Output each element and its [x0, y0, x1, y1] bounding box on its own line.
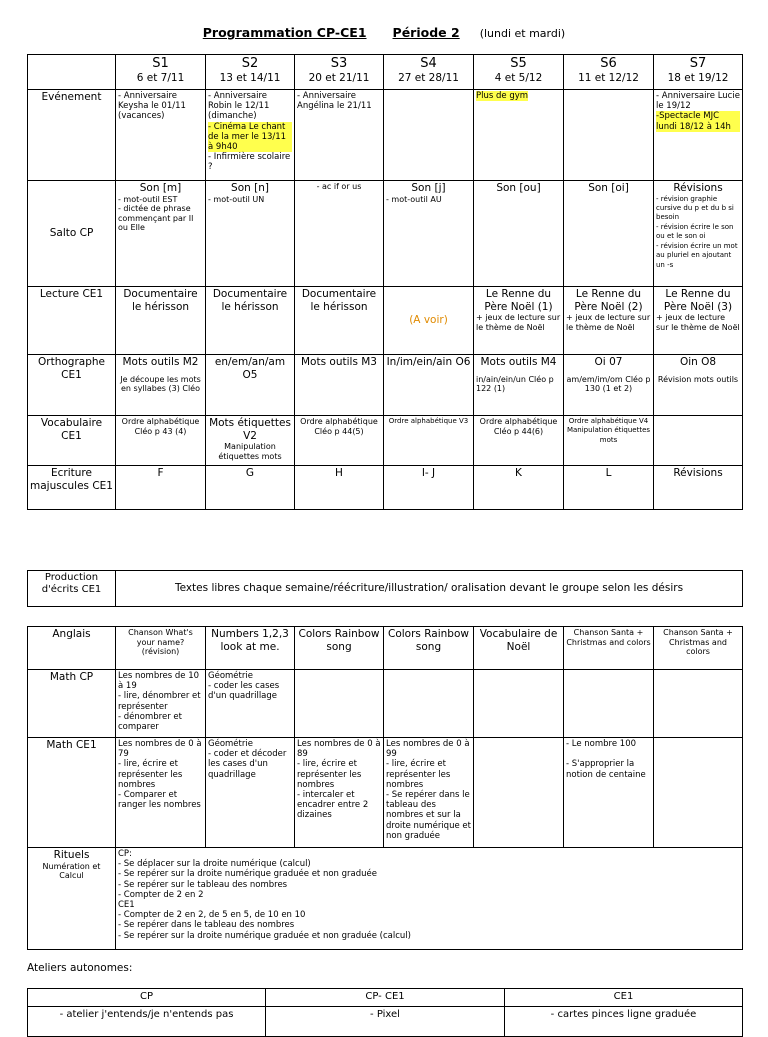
anglais-s7: Chanson Santa + Christmas and colors: [654, 627, 743, 670]
week-header-s7: S7 18 et 19/12: [654, 55, 743, 90]
ateliers-header-ce1: CE1: [505, 989, 743, 1007]
ateliers-table: [27, 988, 743, 1037]
anglais-s2: Numbers 1,2,3 look at me.: [206, 627, 295, 670]
evenement-s7: - Anniversaire Lucie le 19/12 -Spectacle MJC lundi 18/12 à 14h: [654, 90, 743, 181]
ecriture-s6: L: [564, 466, 654, 510]
row-label-lecture: Lecture CE1: [28, 287, 116, 355]
week-header-row: [28, 55, 743, 90]
anglais-s4: Colors Rainbow song: [384, 627, 474, 670]
math-ce1-s1: Les nombres de 0 à 79 - lire, écrire et représenter les nombres - Comparer et ranger les nombres: [116, 738, 206, 848]
anglais-row: [28, 627, 743, 670]
ecriture-s3: H: [295, 466, 384, 510]
vocabulaire-s5: Ordre alphabétique Cléo p 44(6): [474, 416, 564, 466]
evenement-s5: Plus de gym: [474, 90, 564, 181]
salto-s4: Son [j] - mot-outil AU: [384, 181, 474, 287]
vocabulaire-s6: Ordre alphabétique V4 Manipulation étiquettes mots: [564, 416, 654, 466]
ecriture-s4: I- J: [384, 466, 474, 510]
orthographe-s7: Oin O8 Révision mots outils: [654, 355, 743, 416]
evenement-s6: [564, 90, 654, 181]
ateliers-cp-ce1-item: - Pixel: [266, 1007, 505, 1037]
ateliers-header-cp: CP: [28, 989, 266, 1007]
week-header-s6: S6 11 et 12/12: [564, 55, 654, 90]
orthographe-s2: en/em/an/am O5: [206, 355, 295, 416]
subjects-table: [27, 626, 743, 950]
ecriture-s5: K: [474, 466, 564, 510]
orthographe-row: [28, 355, 743, 416]
evenement-s4: [384, 90, 474, 181]
evenement-row: [28, 90, 743, 181]
row-label-anglais: Anglais: [28, 627, 116, 670]
orthographe-s1: Mots outils M2 Je découpe les mots en syllabes (3) Cléo: [116, 355, 206, 416]
ecriture-s7: Révisions: [654, 466, 743, 510]
math-cp-s1: Les nombres de 10 à 19 - lire, dénombrer et représenter - dénombrer et comparer: [116, 670, 206, 738]
vocabulaire-s7: [654, 416, 743, 466]
ateliers-title: Ateliers autonomes:: [27, 962, 133, 974]
rituels-row: [28, 848, 743, 950]
vocabulaire-s1: Ordre alphabétique Cléo p 43 (4): [116, 416, 206, 466]
evenement-s3: - Anniversaire Angélina le 21/11: [295, 90, 384, 181]
row-label-rituels: Rituels Numération et Calcul: [28, 848, 116, 950]
page-title: [0, 25, 768, 40]
math-ce1-s3: Les nombres de 0 à 89 - lire, écrire et représenter les nombres - intercaler et encadrer entre 2 dizaines: [295, 738, 384, 848]
anglais-s5: Vocabulaire de Noël: [474, 627, 564, 670]
salto-row: [28, 181, 743, 287]
lecture-s3: Documentaire le hérisson: [295, 287, 384, 355]
lecture-s6: Le Renne du Père Noël (2) + jeux de lecture sur le thème de Noël: [564, 287, 654, 355]
math-ce1-row: [28, 738, 743, 848]
salto-s6: Son [oi]: [564, 181, 654, 287]
row-label-math-cp: Math CP: [28, 670, 116, 738]
orthographe-s6: Oi 07 am/em/im/om Cléo p 130 (1 et 2): [564, 355, 654, 416]
corner-cell: [28, 55, 116, 90]
salto-s2: Son [n] - mot-outil UN: [206, 181, 295, 287]
period-title: Période 2: [392, 25, 460, 40]
lecture-s2: Documentaire le hérisson: [206, 287, 295, 355]
anglais-s3: Colors Rainbow song: [295, 627, 384, 670]
production-table: [27, 570, 743, 607]
lecture-s7: Le Renne du Père Noël (3) + jeux de lecture sur le thème de Noël: [654, 287, 743, 355]
row-label-math-ce1: Math CE1: [28, 738, 116, 848]
ateliers-cp-item: - atelier j'entends/je n'entends pas: [28, 1007, 266, 1037]
math-ce1-s2: Géométrie - coder et décoder les cases d'un quadrillage: [206, 738, 295, 848]
evenement-s1: - Anniversaire Keysha le 01/11 (vacances): [116, 90, 206, 181]
weekly-planning-table: [27, 54, 743, 510]
orthographe-s4: In/im/ein/ain O6: [384, 355, 474, 416]
row-label-ecriture: Ecriture majuscules CE1: [28, 466, 116, 510]
salto-s3: - ac if or us: [295, 181, 384, 287]
week-header-s5: S5 4 et 5/12: [474, 55, 564, 90]
salto-s7: Révisions - révision graphie cursive du p et du b si besoin - révision écrire le son ou et le son oi - révision écrire un mot au pluriel en ajoutant un -s: [654, 181, 743, 287]
rituels-content: CP: - Se déplacer sur la droite numérique (calcul) - Se repérer sur la droite numérique graduée et non graduée - Se repérer sur le tableau des nombres - Compter de 2 en 2 CE1 - Compter de 2 en 2, de 5 en 5, de 10 en 10 - Se repérer dans le tableau des nombres - Se repérer sur la droite numérique graduée et non graduée (calcul): [116, 848, 743, 950]
salto-s1: Son [m] - mot-outil EST - dictée de phrase commençant par Il ou Elle: [116, 181, 206, 287]
lecture-row: [28, 287, 743, 355]
week-header-s1: S1 6 et 7/11: [116, 55, 206, 90]
math-cp-s2: Géométrie - coder les cases d'un quadrillage: [206, 670, 295, 738]
salto-s5: Son [ou]: [474, 181, 564, 287]
anglais-s6: Chanson Santa + Christmas and colors: [564, 627, 654, 670]
evenement-s2: - Anniversaire Robin le 12/11 (dimanche) - Cinéma Le chant de la mer le 13/11 à 9h40 - Infirmière scolaire ?: [206, 90, 295, 181]
lecture-s4: (A voir): [384, 287, 474, 355]
lecture-s1: Documentaire le hérisson: [116, 287, 206, 355]
row-label-vocabulaire: Vocabulaire CE1: [28, 416, 116, 466]
week-header-s4: S4 27 et 28/11: [384, 55, 474, 90]
orthographe-s5: Mots outils M4 in/ain/ein/un Cléo p 122 (1): [474, 355, 564, 416]
subtitle: (lundi et mardi): [479, 27, 566, 40]
orthographe-s3: Mots outils M3: [295, 355, 384, 416]
ateliers-header-cp-ce1: CP- CE1: [266, 989, 505, 1007]
production-text: Textes libres chaque semaine/réécriture/illustration/ oralisation devant le groupe selon les désirs: [116, 571, 743, 607]
vocabulaire-s4: Ordre alphabétique V3: [384, 416, 474, 466]
ecriture-s2: G: [206, 466, 295, 510]
row-label-orthographe: Orthographe CE1: [28, 355, 116, 416]
lecture-s5: Le Renne du Père Noël (1) + jeux de lecture sur le thème de Noël: [474, 287, 564, 355]
ateliers-ce1-item: - cartes pinces ligne graduée: [505, 1007, 743, 1037]
week-header-s2: S2 13 et 14/11: [206, 55, 295, 90]
vocabulaire-s3: Ordre alphabétique Cléo p 44(5): [295, 416, 384, 466]
document-title: Programmation CP-CE1: [202, 25, 367, 40]
math-ce1-s6: - Le nombre 100 - S'approprier la notion de centaine: [564, 738, 654, 848]
vocabulaire-row: [28, 416, 743, 466]
vocabulaire-s2: Mots étiquettes V2 Manipulation étiquettes mots: [206, 416, 295, 466]
math-cp-row: [28, 670, 743, 738]
week-header-s3: S3 20 et 21/11: [295, 55, 384, 90]
math-ce1-s4: Les nombres de 0 à 99 - lire, écrire et représenter les nombres - Se repérer dans le tableau des nombres et sur la droite numérique et non graduée: [384, 738, 474, 848]
row-label-evenement: Evénement: [28, 90, 116, 181]
row-label-salto: Salto CP: [28, 181, 116, 287]
row-label-production: Production d'écrits CE1: [28, 571, 116, 607]
ecriture-s1: F: [116, 466, 206, 510]
anglais-s1: Chanson What's your name? (révision): [116, 627, 206, 670]
ecriture-row: [28, 466, 743, 510]
